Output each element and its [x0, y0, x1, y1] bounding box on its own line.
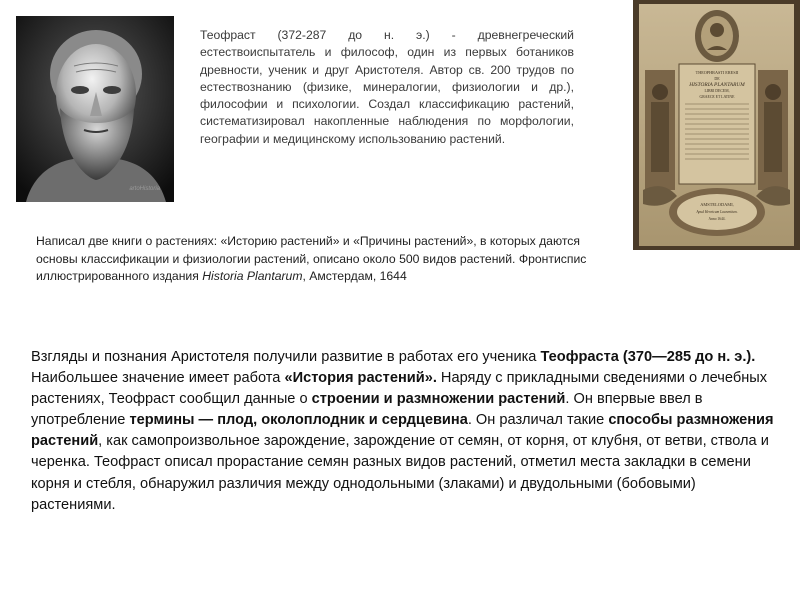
- frontis-line-3: HISTORIA PLANTARUM: [689, 82, 745, 88]
- bust-illustration: [16, 16, 174, 202]
- main-text-1: Взгляды и познания Аристотеля получили развитие в работах его ученика: [31, 349, 541, 365]
- theophrastus-portrait-image: [16, 16, 174, 202]
- main-text-4: . Он впервые ввел в употребление: [31, 391, 703, 429]
- main-text-3: Наряду с прикладными сведениями о лечебных растениях, Теофраст сообщил данные о: [31, 370, 768, 408]
- main-bold-5: способы размножения растений: [31, 412, 774, 450]
- main-paragraph: [31, 347, 779, 516]
- main-bold-1: Теофраста (370—285 до н. э.).: [540, 349, 756, 365]
- portrait-watermark: artoHistoria: [129, 186, 160, 192]
- frontis-line-5: GRAECE ET LATINE: [699, 95, 735, 99]
- theophrastus-bio-text: Теофраст (372-287 до н. э.) - древнегреческий естествоиспытатель и философ, один из первых ботаников древности, ученик и друг Аристотеля. Автор св. 200 трудов по естествознанию (физике, минералогии, физиологии и др.), философии и психологии. Создал классификацию растений, систематизировал накопленные наблюдения по морфологии, географии и медицинскому использованию растений.: [200, 28, 574, 146]
- frontispiece-caption: [36, 233, 616, 286]
- caption-text-1: Написал две книги о растениях: «Историю растений» и «Причины растений», в которых даются основы классификации и физиологии растений, описано около 500 видов растений. Фронтиспис иллюстрированного издания: [36, 234, 587, 284]
- main-text-5: . Он различал такие: [467, 412, 609, 429]
- historia-plantarum-frontispiece-image: [633, 0, 800, 250]
- main-bold-4: термины — плод, околоплодник и сердцевина: [129, 412, 468, 429]
- frontis-line-2: DE: [714, 76, 720, 81]
- caption-italic-title: Historia Plantarum: [202, 269, 303, 284]
- caption-text-2: , Амстердам, 1644: [302, 269, 407, 284]
- frontis-imprint-city: AMSTELODAMI,: [700, 202, 734, 207]
- main-text-6: , как самопроизвольное зарождение, зарождение от семян, от корня, от клубня, от ветви, ствола и черенка. Теофраст описал прорастание семян разных видов растений, отметил места закладки в семени корня и стебля, обнаружил различия между однодольными (злаками) и двудольными (бобовыми) растениями.: [31, 433, 769, 513]
- frontis-line-4: LIBRI DECEM,: [704, 89, 730, 93]
- main-text-2: Наибольшее значение имеет работа: [31, 370, 285, 387]
- main-bold-2: «История растений».: [284, 370, 437, 387]
- frontis-imprint-year: Anno 1644.: [708, 217, 726, 221]
- main-bold-3: строении и размножении растений: [311, 391, 566, 408]
- frontis-line-1: THEOPHRASTI ERESII: [695, 70, 739, 75]
- frontispiece-engraving: [633, 0, 800, 250]
- frontis-imprint-publisher: Apud Henricum Laurentium.: [696, 210, 738, 214]
